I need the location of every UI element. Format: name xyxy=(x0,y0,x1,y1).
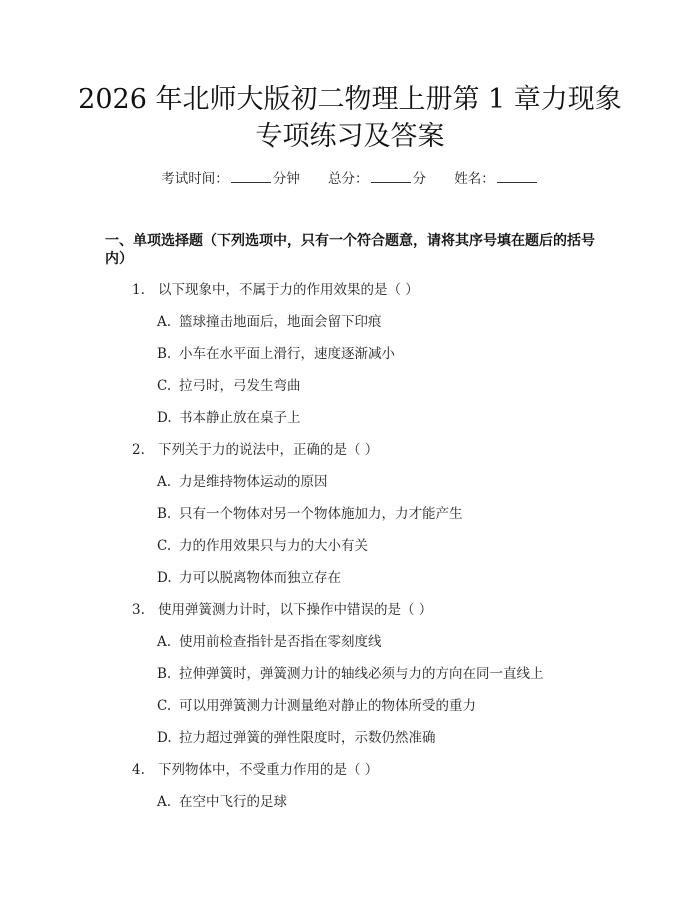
option-letter: D. xyxy=(157,730,172,746)
exam-time-unit: 分钟 xyxy=(272,171,300,187)
student-name-blank xyxy=(497,170,537,183)
question-2-option-a xyxy=(157,473,328,491)
option-letter: A. xyxy=(157,474,172,490)
option-letter: A. xyxy=(157,634,172,650)
question-3-option-b xyxy=(157,665,544,683)
question-number: 4. xyxy=(132,762,145,778)
option-text: 篮球撞击地面后，地面会留下印痕 xyxy=(179,314,382,330)
question-number: 2. xyxy=(132,442,145,458)
section-heading: 一、单项选择题（下列选项中，只有一个符合题意，请将其序号填在题后的括号内） xyxy=(105,233,595,267)
question-3-option-d xyxy=(157,729,436,747)
question-1-option-b xyxy=(157,345,395,363)
option-text: 可以用弹簧测力计测量绝对静止的物体所受的重力 xyxy=(179,698,476,714)
question-3 xyxy=(132,601,432,619)
question-1-option-a xyxy=(157,313,382,331)
question-text: 使用弹簧测力计时，以下操作中错误的是（ ） xyxy=(158,602,433,618)
total-score-label: 总分： xyxy=(328,171,369,187)
question-number: 1. xyxy=(132,282,145,298)
exam-time-label: 考试时间： xyxy=(161,171,229,187)
option-text: 小车在水平面上滑行，速度逐渐减小 xyxy=(179,346,395,362)
document-title-line2: 专项练习及答案 xyxy=(255,121,445,152)
question-text: 下列物体中，不受重力作用的是（ ） xyxy=(158,762,379,778)
exam-time-field xyxy=(161,167,300,187)
option-text: 在空中飞行的足球 xyxy=(179,794,287,810)
total-score-unit: 分 xyxy=(412,171,426,187)
option-text: 只有一个物体对另一个物体施加力，力才能产生 xyxy=(179,506,463,522)
question-2-option-b xyxy=(157,505,463,523)
question-2 xyxy=(132,441,378,459)
question-2-option-d xyxy=(157,569,341,587)
option-text: 拉力超过弹簧的弹性限度时，示数仍然准确 xyxy=(179,730,436,746)
question-1 xyxy=(132,281,419,299)
question-text: 下列关于力的说法中，正确的是（ ） xyxy=(158,442,379,458)
document-title-line1: 2026 年北师大版初二物理上册第 1 章力现象 xyxy=(78,84,622,115)
option-letter: C. xyxy=(157,378,172,394)
question-3-option-c xyxy=(157,697,476,715)
option-text: 书本静止放在桌子上 xyxy=(179,410,301,426)
option-letter: A. xyxy=(157,314,172,330)
option-text: 力可以脱离物体而独立存在 xyxy=(179,570,341,586)
question-4-option-a xyxy=(157,793,287,811)
question-number: 3. xyxy=(132,602,145,618)
total-score-field xyxy=(328,167,426,187)
option-letter: B. xyxy=(157,666,172,682)
option-letter: D. xyxy=(157,410,172,426)
option-letter: A. xyxy=(157,794,172,810)
option-text: 力的作用效果只与力的大小有关 xyxy=(179,538,368,554)
option-letter: C. xyxy=(157,538,172,554)
question-1-option-c xyxy=(157,377,301,395)
option-letter: B. xyxy=(157,506,172,522)
question-1-option-d xyxy=(157,409,301,427)
option-letter: C. xyxy=(157,698,172,714)
option-text: 拉弓时，弓发生弯曲 xyxy=(179,378,301,394)
question-4 xyxy=(132,761,378,779)
exam-time-blank xyxy=(231,170,271,183)
student-name-field xyxy=(454,167,539,187)
question-2-option-c xyxy=(157,537,368,555)
option-letter: D. xyxy=(157,570,172,586)
total-score-blank xyxy=(371,170,411,183)
option-letter: B. xyxy=(157,346,172,362)
exam-info-line xyxy=(0,167,700,187)
question-3-option-a xyxy=(157,633,382,651)
option-text: 力是维持物体运动的原因 xyxy=(179,474,328,490)
student-name-label: 姓名： xyxy=(454,171,495,187)
option-text: 拉伸弹簧时，弹簧测力计的轴线必须与力的方向在同一直线上 xyxy=(179,666,544,682)
question-text: 以下现象中，不属于力的作用效果的是（ ） xyxy=(158,282,419,298)
option-text: 使用前检查指针是否指在零刻度线 xyxy=(179,634,382,650)
